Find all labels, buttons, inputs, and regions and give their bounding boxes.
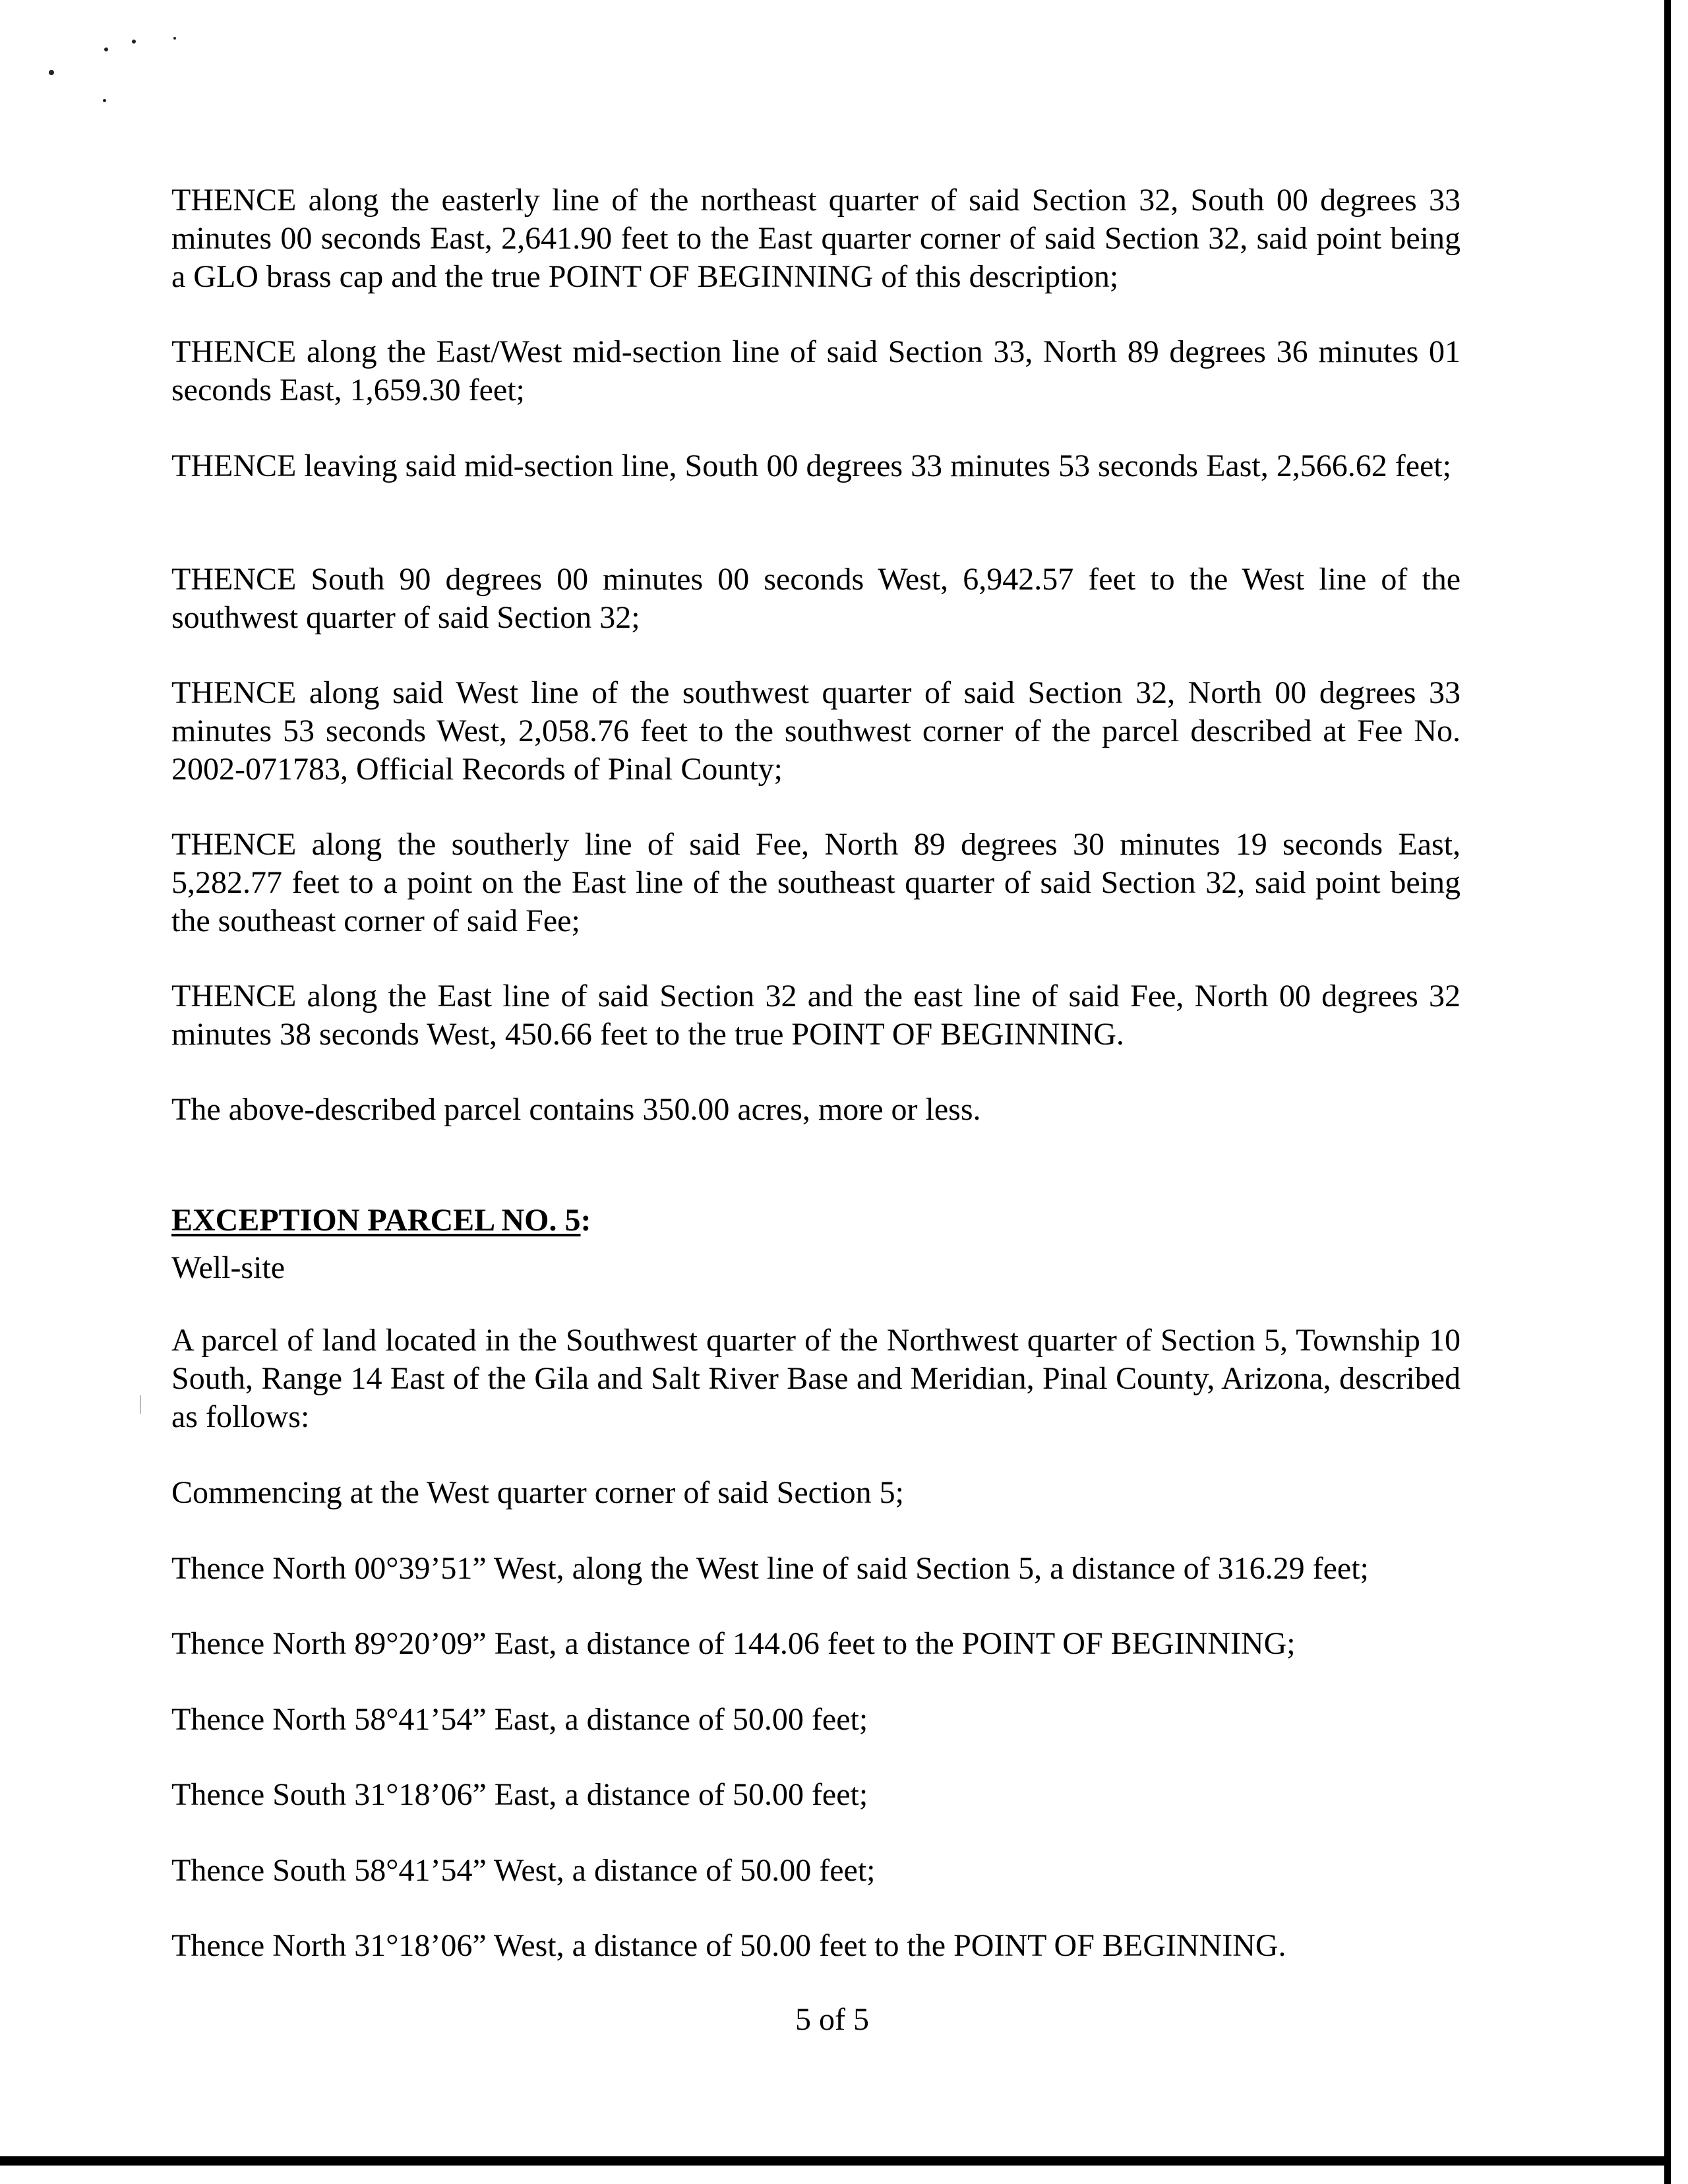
paragraph-acreage: The above-described parcel contains 350.00 acres, more or less. [171, 1092, 981, 1127]
exception-subheading: Well-site [171, 1250, 286, 1285]
exception-line-3: Thence North 89°20’09” East, a distance of 144.06 feet to the POINT OF BEGINNING; [171, 1626, 1296, 1661]
margin-mark [140, 1395, 141, 1414]
exception-line-4: Thence North 58°41’54” East, a distance of 50.00 feet; [171, 1702, 868, 1737]
paragraph-southerly-line: THENCE along the southerly line of said Fee, North 89 degrees 30 minutes 19 seconds East, 5,282.77 feet to a point on the East line of the southeast quarter of said Section 32, said point being the southeast corner of said Fee; [171, 827, 1461, 938]
exception-intro: A parcel of land located in the Southwest quarter of the Northwest quarter of Section 5, Township 10 South, Range 14 East of the Gila and Salt River Base and Meridian, Pinal County, Arizona, described as follows: [171, 1323, 1461, 1434]
exception-line-commencing: Commencing at the West quarter corner of said Section 5; [171, 1475, 904, 1510]
exception-parcel-heading [171, 1201, 591, 1240]
scan-speck [104, 47, 108, 51]
paragraph-east-line-fee: THENCE along the East line of said Section 32 and the east line of said Fee, North 00 degrees 32 minutes 38 seconds West, 450.66 feet to the true POINT OF BEGINNING. [171, 979, 1461, 1052]
exception-line-7: Thence North 31°18’06” West, a distance of 50.00 feet to the POINT OF BEGINNING. [171, 1928, 1286, 1963]
exception-heading-text: EXCEPTION PARCEL NO. 5 [171, 1203, 581, 1238]
page-bottom-border [0, 2156, 1671, 2166]
paragraph-leaving-mid-section: THENCE leaving said mid-section line, South 00 degrees 33 minutes 53 seconds East, 2,566.62 feet; [171, 448, 1451, 483]
exception-heading-colon: : [580, 1203, 591, 1238]
exception-line-2: Thence North 00°39’51” West, along the West line of said Section 5, a distance of 316.29 feet; [171, 1551, 1369, 1586]
scan-speck [103, 99, 106, 102]
page-right-border [1664, 0, 1671, 2184]
exception-line-6: Thence South 58°41’54” West, a distance of 50.00 feet; [171, 1853, 876, 1888]
scan-speck [49, 70, 54, 75]
scan-speck [132, 40, 136, 44]
exception-line-5: Thence South 31°18’06” East, a distance of 50.00 feet; [171, 1777, 868, 1812]
page-number: 5 of 5 [795, 2002, 869, 2037]
scan-speck [173, 37, 176, 40]
paragraph-mid-section: THENCE along the East/West mid-section line of said Section 33, North 89 degrees 36 minutes 01 seconds East, 1,659.30 feet; [171, 334, 1461, 408]
paragraph-east-line: THENCE along the easterly line of the northeast quarter of said Section 32, South 00 degrees 33 minutes 00 seconds East, 2,641.90 feet to the East quarter corner of said Section 32, said point being a GLO brass cap and the true POINT OF BEGINNING of this description; [171, 183, 1461, 294]
paragraph-west-line: THENCE along said West line of the southwest quarter of said Section 32, North 00 degrees 33 minutes 53 seconds West, 2,058.76 feet to the southwest corner of the parcel described at Fee No. 2002-071783, Official Records of Pinal County; [171, 675, 1461, 787]
paragraph-south-90: THENCE South 90 degrees 00 minutes 00 seconds West, 6,942.57 feet to the West line of the southwest quarter of said Section 32; [171, 562, 1461, 635]
